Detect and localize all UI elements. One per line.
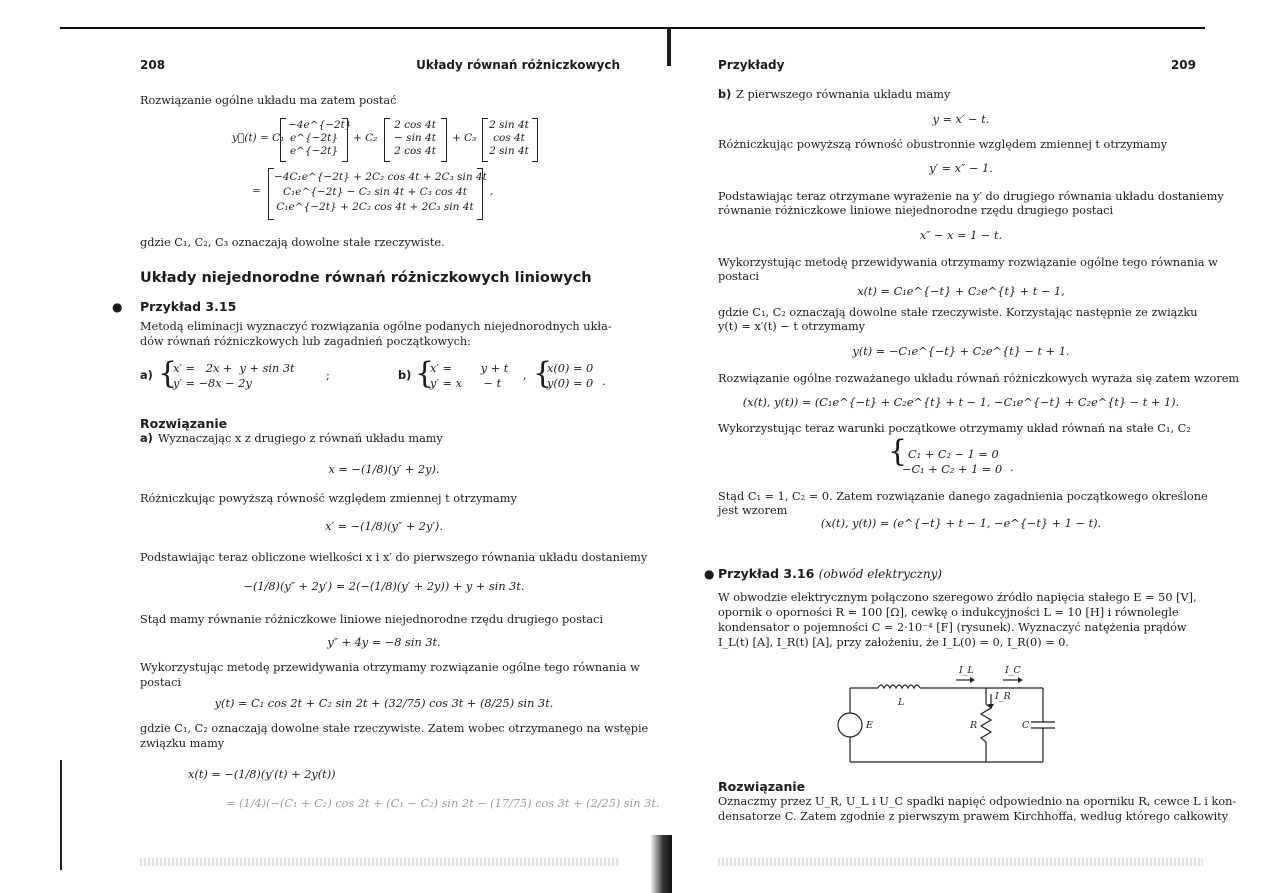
- left-brace-icon: {: [158, 356, 178, 391]
- text-7: Wykorzystując teraz warunki początkowe otrzymamy układ równań na stałe C₁, C₂: [718, 422, 1191, 435]
- bracket-right: [441, 118, 447, 162]
- text-6-line-2: związku mamy: [140, 737, 225, 750]
- voltage-source-icon: [838, 713, 862, 737]
- task-line-2: dów równań różniczkowych lub zagadnień początkowych:: [140, 335, 471, 348]
- part-b-text: Z pierwszego równania układu mamy: [736, 88, 951, 101]
- system-a-eq2: y′ = −8x − 2y: [173, 377, 252, 390]
- example-line-1: W obwodzie elektrycznym połączono szeregowo źródło napięcia stałego E = 50 [V],: [718, 591, 1197, 604]
- solution-line-2: densatorze C. Zatem zgodnie z pierwszym prawem Kirchhoffa, według którego całkowity: [718, 810, 1229, 823]
- equation-2: y′ = x″ − 1.: [929, 162, 993, 175]
- label-IL: I_L: [959, 665, 974, 676]
- example-line-4: I_L(t) [A], I_R(t) [A], przy założeniu, że I_L(0) = 0, I_R(0) = 0.: [718, 636, 1070, 649]
- text-2: Różniczkując powyższą równość obustronnie względem zmiennej t otrzymamy: [718, 138, 1168, 151]
- left-brace-icon: {: [415, 356, 435, 391]
- bracket-right: [532, 118, 538, 162]
- system-b-eq2: y′ = x − t: [430, 377, 502, 390]
- system-b-init1: x(0) = 0: [547, 362, 594, 375]
- plus-c2: + C₂: [353, 132, 378, 144]
- matrix-lhs: y⃗(t) = C₁: [232, 132, 285, 144]
- text-3: Podstawiając teraz obliczone wielkości x i x′ do pierwszego równania układu dostaniemy: [140, 551, 648, 564]
- arrow-head-icon: [970, 677, 975, 683]
- system-a-label: a): [140, 369, 153, 382]
- scan-noise-right: [718, 858, 1203, 866]
- running-title: Przykłady: [718, 58, 785, 72]
- col3-row3: 2 sin 4t: [489, 145, 529, 157]
- page-left-edge: [60, 760, 62, 870]
- page-number: 208: [140, 58, 166, 72]
- equation-5: y(t) = −C₁e^{−t} + C₂e^{t} − t + 1.: [852, 345, 1070, 358]
- col3-row1: 2 sin 4t: [489, 119, 529, 131]
- text-5-line-1: Wykorzystując metodę przewidywania otrzymamy rozwiązanie ogólne tego równania w: [140, 661, 640, 674]
- equation-4: y″ + 4y = −8 sin 3t.: [327, 636, 441, 649]
- label-C: C: [1022, 720, 1030, 731]
- solution-title: Rozwiązanie: [718, 779, 806, 794]
- part-b-label: b): [718, 88, 732, 101]
- example-subtitle: (obwód elektryczny): [818, 567, 943, 581]
- combined-row2: C₁e^{−2t} − C₂ sin 4t + C₃ cos 4t: [283, 186, 467, 198]
- col1-row1: −4e^{−2t}: [288, 119, 352, 131]
- label-IR: I_R: [995, 691, 1011, 702]
- equation-3: x″ − x = 1 − t.: [919, 229, 1003, 242]
- trailing-comma: ,: [490, 185, 494, 197]
- system-end: .: [1010, 461, 1014, 474]
- inductor-icon: [878, 685, 920, 688]
- bullet-icon: ●: [112, 300, 123, 314]
- text-5-line-2: postaci: [140, 676, 182, 689]
- page-top-rule: [60, 27, 1205, 29]
- bullet-icon: ●: [704, 567, 715, 581]
- system-b-eq1: x′ = y + t: [430, 362, 509, 375]
- arrow-head-icon: [1018, 677, 1023, 683]
- bracket-right: [477, 168, 483, 220]
- solution-title: Rozwiązanie: [140, 416, 228, 431]
- equation-3: −(1/8)(y″ + 2y′) = 2(−(1/8)(y′ + 2y)) + y + sin 3t.: [243, 580, 525, 593]
- example-label: [718, 567, 942, 582]
- system-b-label: b): [398, 369, 412, 382]
- bracket-left: [280, 118, 286, 162]
- label-R: R: [970, 720, 978, 731]
- book-spine-shadow-bottom: [650, 835, 672, 893]
- equation-1: x = −(1/8)(y′ + 2y).: [328, 463, 440, 476]
- col3-row2: cos 4t: [493, 132, 525, 144]
- col1-row3: e^{−2t}: [289, 145, 339, 157]
- equation-7: (x(t), y(t)) = (e^{−t} + t − 1, −e^{−t} + 1 − t).: [820, 517, 1102, 530]
- intro-text: Rozwiązanie ogólne układu ma zatem postać: [140, 94, 397, 107]
- equation-2: x′ = −(1/8)(y″ + 2y′).: [325, 520, 443, 533]
- text-5-line-1: gdzie C₁, C₂ oznaczają dowolne stałe rzeczywiste. Korzystając następnie ze związku: [718, 306, 1198, 319]
- text-4: Stąd mamy równanie różniczkowe liniowe niejednorodne rzędu drugiego postaci: [140, 613, 604, 626]
- text-8-line-1: Stąd C₁ = 1, C₂ = 0. Zatem rozwiązanie danego zagadnienia początkowego określone: [718, 490, 1208, 503]
- equation-5: y(t) = C₁ cos 2t + C₂ sin 2t + (32/75) cos 3t + (8/25) sin 3t.: [214, 697, 554, 710]
- left-brace-icon: {: [888, 434, 908, 469]
- text-5-line-2: y(t) = x′(t) − t otrzymamy: [718, 320, 866, 333]
- equation-1: y = x′ − t.: [932, 113, 990, 126]
- equation-6: x(t) = −(1/8)(y′(t) + 2y(t)): [188, 768, 336, 781]
- system-eq-2: −C₁ + C₂ + 1 = 0: [902, 463, 1003, 476]
- plus-c3: + C₃: [452, 132, 477, 144]
- solution-a-text: Wyznaczając x z drugiego z równań układu mamy: [158, 432, 443, 445]
- constants-note: gdzie C₁, C₂, C₃ oznaczają dowolne stałe rzeczywiste.: [140, 236, 445, 249]
- label-E: E: [866, 720, 873, 731]
- equation-6: (x(t), y(t)) = (C₁e^{−t} + C₂e^{t} + t − 1, −C₁e^{−t} + C₂e^{t} − t + 1).: [742, 396, 1180, 409]
- col2-row1: 2 cos 4t: [394, 119, 436, 131]
- circuit-diagram: [818, 658, 1058, 770]
- example-line-2: opornik o oporności R = 100 [Ω], cewkę o indukcyjności L = 10 [H] i równolegle: [718, 606, 1179, 619]
- task-line-1: Metodą eliminacji wyznaczyć rozwiązania ogólne podanych niejednorodnych ukła-: [140, 320, 612, 333]
- text-8-line-2: jest wzorem: [718, 504, 788, 517]
- system-b-end: .: [602, 375, 606, 388]
- example-label-text: Przykład 3.16: [718, 566, 815, 581]
- running-title: Układy równań różniczkowych: [416, 58, 620, 72]
- system-a-separator: ;: [326, 369, 330, 382]
- combined-row1: −4C₁e^{−2t} + 2C₂ cos 4t + 2C₃ sin 4t: [274, 171, 487, 183]
- left-brace-icon: {: [533, 356, 553, 391]
- resistor-icon: [981, 704, 991, 742]
- text-6-line-1: gdzie C₁, C₂ oznaczają dowolne stałe rzeczywiste. Zatem wobec otrzymanego na wstępie: [140, 722, 649, 735]
- system-a-eq1: x′ = 2x + y + sin 3t: [173, 362, 295, 375]
- equals-sign: =: [252, 185, 261, 197]
- col2-row3: 2 cos 4t: [394, 145, 436, 157]
- text-2: Różniczkując powyższą równość względem zmiennej t otrzymamy: [140, 492, 517, 505]
- section-title: Układy niejednorodne równań różniczkowych liniowych: [140, 270, 592, 286]
- system-b-init2: y(0) = 0: [547, 377, 594, 390]
- equation-4: x(t) = C₁e^{−t} + C₂e^{t} + t − 1,: [857, 285, 1065, 298]
- book-spine-shadow: [667, 28, 671, 66]
- text-3-line-1: Podstawiając teraz otrzymane wyrażenie na y′ do drugiego równania układu dostaniemy: [718, 190, 1224, 203]
- equation-7: = (1/4)(−(C₁ + C₂) cos 2t + (C₁ − C₂) sin 2t − (17/75) cos 3t + (2/25) sin 3t.: [226, 797, 660, 810]
- col1-row2: e^{−2t}: [289, 132, 339, 144]
- combined-row3: C₁e^{−2t} + 2C₂ cos 4t + 2C₃ sin 4t: [276, 201, 474, 213]
- bracket-right: [342, 118, 348, 162]
- solution-line-1: Oznaczmy przez U_R, U_L i U_C spadki napięć odpowiednio na oporniku R, cewce L i kon-: [718, 795, 1237, 808]
- example-label: Przykład 3.15: [140, 299, 237, 314]
- text-6: Rozwiązanie ogólne rozważanego układu równań różniczkowych wyraża się zatem wzorem: [718, 372, 1240, 385]
- text-4-line-2: postaci: [718, 270, 760, 283]
- system-eq-1: C₁ + C₂ − 1 = 0: [908, 448, 999, 461]
- system-b-separator: ,: [523, 369, 527, 382]
- page-number: 209: [1170, 58, 1196, 72]
- label-IC: I_C: [1005, 665, 1021, 676]
- scan-noise-left: [140, 858, 620, 866]
- text-3-line-2: równanie różniczkowe liniowe niejednorodne rzędu drugiego postaci: [718, 204, 1114, 217]
- text-4-line-1: Wykorzystując metodę przewidywania otrzymamy rozwiązanie ogólne tego równania w: [718, 256, 1218, 269]
- solution-a-label: a): [140, 432, 153, 445]
- example-line-3: kondensator o pojemności C = 2·10⁻⁴ [F] (rysunek). Wyznaczyć natężenia prądów: [718, 621, 1187, 634]
- label-L: L: [898, 697, 905, 708]
- col2-row2: − sin 4t: [394, 132, 436, 144]
